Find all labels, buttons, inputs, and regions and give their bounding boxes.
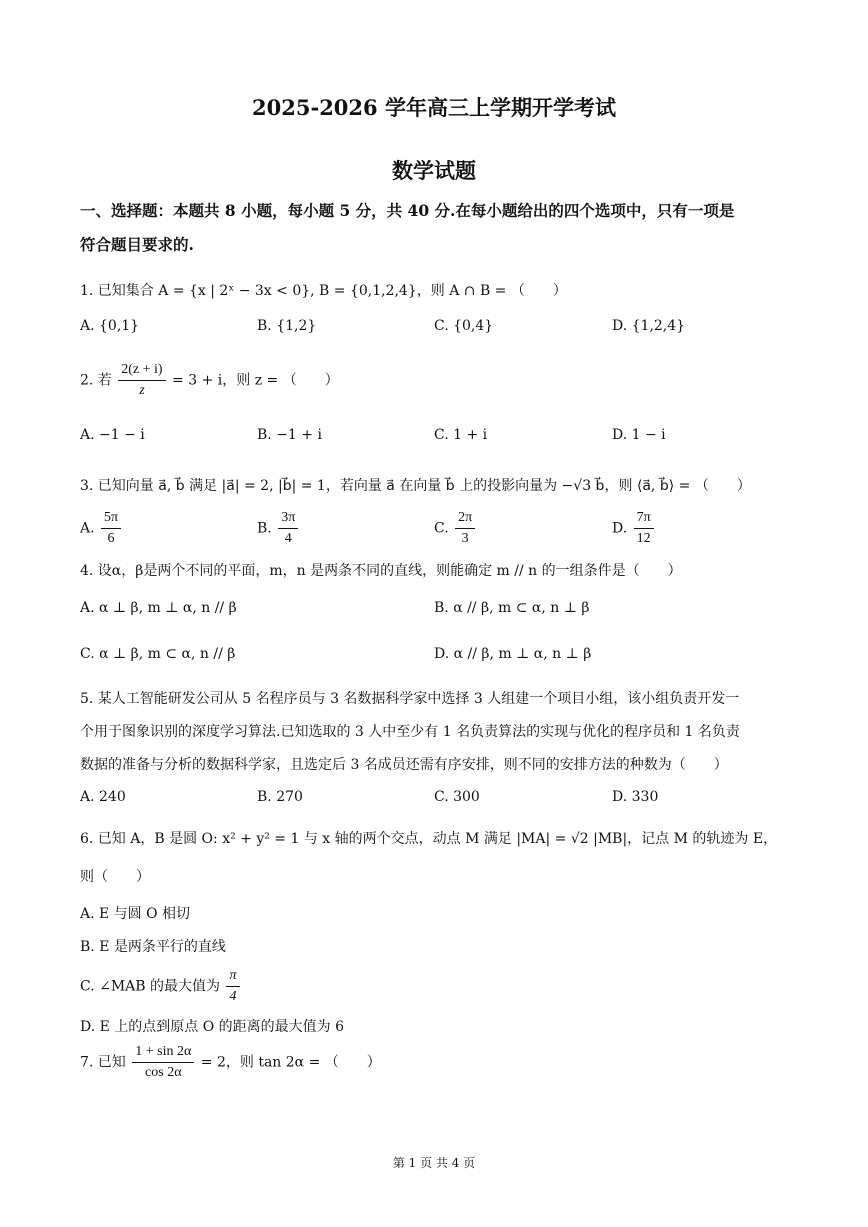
question-6-option-c-numerator: π bbox=[226, 966, 239, 987]
question-3-option-d-label: D. bbox=[612, 520, 628, 537]
question-3-option-a-label: A. bbox=[80, 520, 95, 537]
question-3-option-a-fraction bbox=[101, 508, 121, 549]
question-3-option-c bbox=[434, 508, 477, 549]
question-7-fraction-numerator: 1 + sin 2α bbox=[132, 1042, 194, 1063]
question-2-fraction-numerator: 2(z + i) bbox=[118, 360, 165, 381]
question-5-option-d: D. 330 bbox=[612, 789, 659, 805]
question-1-option-b: B. {1,2} bbox=[257, 318, 317, 334]
question-2-option-b: B. −1 + i bbox=[257, 427, 322, 443]
question-1-option-a: A. {0,1} bbox=[80, 318, 140, 334]
question-6-option-d: D. E 上的点到原点 O 的距离的最大值为 6 bbox=[80, 1019, 345, 1035]
question-5-option-c: C. 300 bbox=[434, 789, 480, 805]
question-2-stem bbox=[80, 360, 339, 401]
question-7-suffix: = 2，则 tan 2α = （ ） bbox=[200, 1054, 381, 1071]
question-6-option-a: A. E 与圆 O 相切 bbox=[80, 906, 191, 922]
question-3-option-c-numerator: 2π bbox=[455, 508, 475, 529]
question-3-option-d-denominator: 12 bbox=[636, 531, 651, 546]
question-3-option-c-denominator: 3 bbox=[461, 531, 469, 546]
question-3-option-a-denominator: 6 bbox=[107, 531, 115, 546]
question-2-option-a: A. −1 − i bbox=[80, 427, 145, 443]
question-4-stem: 4. 设α，β是两个不同的平面，m，n 是两条不同的直线，则能确定 m // n 的一组条件是（ ） bbox=[80, 563, 682, 579]
question-3-option-d-fraction bbox=[634, 508, 654, 549]
question-7-fraction bbox=[132, 1042, 194, 1083]
question-3-option-b-denominator: 4 bbox=[284, 531, 292, 546]
question-4-option-b: B. α // β, m ⊂ α, n ⊥ β bbox=[434, 600, 590, 616]
question-2-option-d: D. 1 − i bbox=[612, 427, 666, 443]
page-footer: 第 1 页 共 4 页 bbox=[392, 1156, 476, 1170]
question-6-option-c-text: C. ∠MAB 的最大值为 bbox=[80, 978, 221, 995]
section-heading-line1: 一、选择题：本题共 8 小题，每小题 5 分，共 40 分.在每小题给出的四个选项中，只有一项是 bbox=[80, 201, 735, 220]
question-1-option-d: D. {1,2,4} bbox=[612, 318, 686, 334]
question-5-option-b: B. 270 bbox=[257, 789, 303, 805]
question-2-fraction bbox=[118, 360, 165, 401]
question-2-suffix: = 3 + i，则 z = （ ） bbox=[172, 372, 339, 389]
question-5-line-2: 个用于图象识别的深度学习算法.已知选取的 3 人中至少有 1 名负责算法的实现与优化的程序员和 1 名负责 bbox=[80, 724, 740, 740]
question-4-option-a: A. α ⊥ β, m ⊥ α, n // β bbox=[80, 600, 237, 616]
question-6-line-2: 则（ ） bbox=[80, 869, 150, 885]
question-6-option-c-denominator: 4 bbox=[229, 989, 237, 1004]
question-3-option-a-numerator: 5π bbox=[101, 508, 121, 529]
question-3-option-d bbox=[612, 508, 656, 549]
question-6-line-1: 6. 已知 A，B 是圆 O: x² + y² = 1 与 x 轴的两个交点，动点 M 满足 |MA| = √2 |MB|，记点 M 的轨迹为 E， bbox=[80, 831, 778, 847]
question-4-option-c: C. α ⊥ β, m ⊂ α, n // β bbox=[80, 646, 236, 662]
question-4-option-d: D. α // β, m ⊥ α, n ⊥ β bbox=[434, 646, 592, 662]
question-5-option-a: A. 240 bbox=[80, 789, 126, 805]
question-3-option-a bbox=[80, 508, 123, 549]
section-heading-line2: 符合题目要求的. bbox=[80, 235, 194, 254]
question-3-option-b bbox=[257, 508, 300, 549]
question-2-fraction-denominator: z bbox=[139, 383, 145, 398]
question-6-option-c bbox=[80, 966, 242, 1007]
question-3-stem: 3. 已知向量 a⃗, b⃗ 满足 |a⃗| = 2, |b⃗| = 1，若向量 a⃗ 在向量 b⃗ 上的投影向量为 −√3 b⃗，则 ⟨a⃗, b⃗⟩ = （ ） bbox=[80, 478, 751, 494]
question-3-option-b-numerator: 3π bbox=[278, 508, 298, 529]
question-6-option-c-fraction bbox=[226, 966, 239, 1007]
question-5-line-3: 数据的准备与分析的数据科学家，且选定后 3 名成员还需有序安排，则不同的安排方法的种数为（ ） bbox=[80, 757, 728, 773]
question-3-option-c-label: C. bbox=[434, 520, 449, 537]
question-3-option-d-numerator: 7π bbox=[634, 508, 654, 529]
question-7-stem bbox=[80, 1042, 381, 1083]
question-2-option-c: C. 1 + i bbox=[434, 427, 488, 443]
question-3-option-c-fraction bbox=[455, 508, 475, 549]
exam-title: 2025-2026 学年高三上学期开学考试 bbox=[252, 95, 616, 120]
exam-subtitle: 数学试题 bbox=[392, 158, 476, 183]
question-3-option-b-label: B. bbox=[257, 520, 272, 537]
question-2-prefix: 2. 若 bbox=[80, 372, 112, 389]
question-7-fraction-denominator: cos 2α bbox=[145, 1065, 182, 1080]
question-1-option-c: C. {0,4} bbox=[434, 318, 494, 334]
question-5-line-1: 5. 某人工智能研发公司从 5 名程序员与 3 名数据科学家中选择 3 人组建一个项目小组，该小组负责开发一 bbox=[80, 691, 740, 707]
question-1-stem: 1. 已知集合 A = {x | 2ˣ − 3x < 0}, B = {0,1,2,4}，则 A ∩ B = （ ） bbox=[80, 283, 567, 299]
question-7-prefix: 7. 已知 bbox=[80, 1054, 126, 1071]
question-3-option-b-fraction bbox=[278, 508, 298, 549]
question-6-option-b: B. E 是两条平行的直线 bbox=[80, 939, 226, 955]
